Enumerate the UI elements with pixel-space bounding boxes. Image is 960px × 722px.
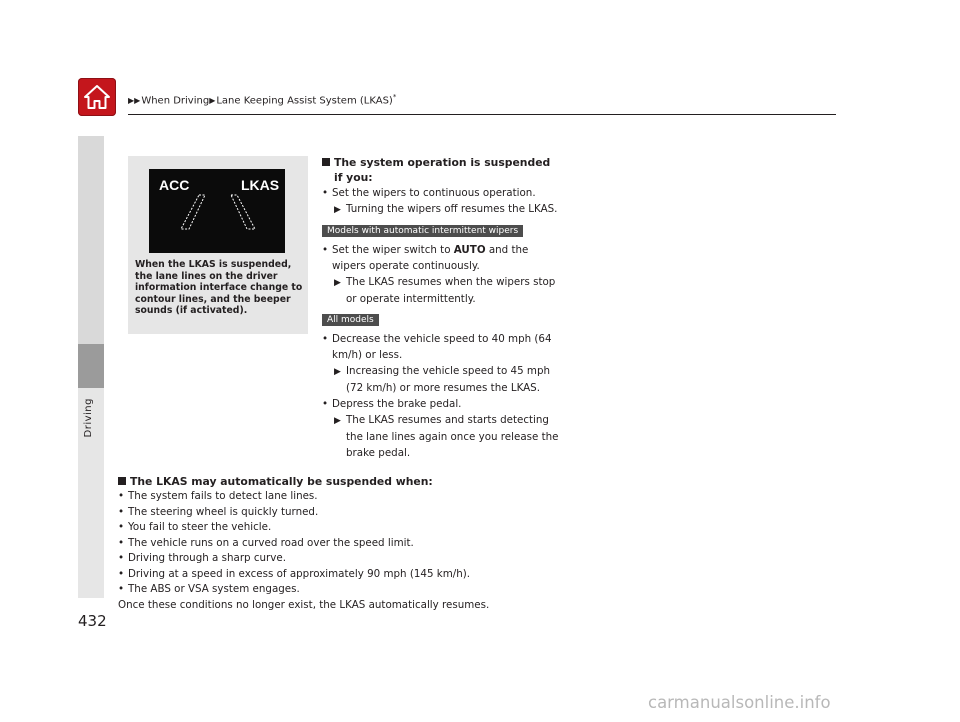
arrow-icon: ▶	[334, 367, 341, 377]
home-icon	[83, 84, 111, 110]
list-item: • Driving through a sharp curve.	[118, 552, 286, 564]
header-divider	[128, 114, 836, 115]
closing-text: Once these conditions no longer exist, the LKAS automatically resumes.	[118, 598, 490, 611]
list-item: • Set the wipers to continuous operation.	[322, 187, 536, 199]
section-title: The system operation is suspended if you:	[322, 155, 562, 185]
list-item: • The vehicle runs on a curved road over the speed limit.	[118, 536, 414, 549]
list-item: • Depress the brake pedal.	[322, 398, 462, 410]
breadcrumb-arrow-icon: ▶▶	[128, 96, 141, 106]
list-item: • The ABS or VSA system engages.	[118, 583, 300, 595]
list-item: • Decrease the vehicle speed to 40 mph (64 km/h) or less.	[322, 333, 552, 361]
watermark: carmanualsonline.info	[648, 693, 831, 712]
arrow-icon: ▶	[334, 416, 341, 426]
section-auto-suspended	[118, 474, 718, 613]
section-title: The LKAS may automatically be suspended when:	[118, 474, 718, 489]
chapter-label: Driving	[83, 398, 94, 438]
image-lkas-label: LKAS	[241, 177, 280, 193]
list-item: • Driving at a speed in excess of approximately 90 mph (145 km/h).	[118, 567, 471, 580]
list-subitem: ▶ Increasing the vehicle speed to 45 mph (72 km/h) or more resumes the LKAS.	[334, 365, 551, 394]
model-tag: Models with automatic intermittent wipers	[322, 225, 523, 237]
home-button[interactable]	[78, 78, 116, 116]
list-subitem: ▶ The LKAS resumes and starts detecting the lane lines again once you release the brake pedal.	[334, 414, 559, 459]
breadcrumb-current: Lane Keeping Assist System (LKAS)	[216, 95, 393, 107]
lane-lines-icon	[181, 195, 255, 229]
list-subitem: ▶ The LKAS resumes when the wipers stop or operate intermittently.	[334, 276, 556, 305]
breadcrumb-arrow-icon: ▶	[209, 96, 216, 106]
breadcrumb-link-when-driving[interactable]: When Driving	[141, 95, 210, 107]
lkas-display-image	[149, 169, 285, 253]
list-subitem: ▶ Turning the wipers off resumes the LKAS.	[322, 201, 562, 218]
list-item: • The system fails to detect lane lines.	[118, 490, 318, 502]
side-tab-active[interactable]	[78, 344, 104, 388]
breadcrumb-footnote-mark: *	[392, 93, 397, 101]
square-bullet-icon	[118, 477, 126, 485]
section-suspended-if	[322, 155, 562, 461]
list-item: • You fail to steer the vehicle.	[118, 521, 272, 533]
list-item: • Set the wiper switch to AUTO and the wipers operate continuously.	[322, 244, 529, 272]
model-tag: All models	[322, 314, 379, 326]
side-tab-top	[78, 136, 104, 344]
arrow-icon: ▶	[334, 278, 341, 288]
square-bullet-icon	[322, 158, 330, 166]
list-item: • The steering wheel is quickly turned.	[118, 505, 319, 518]
page-number: 432	[78, 612, 107, 630]
image-caption: When the LKAS is suspended, the lane lines on the driver information interface change to contour lines, and the beeper sounds (if activated).	[135, 259, 303, 316]
image-acc-label: ACC	[159, 177, 190, 193]
arrow-icon: ▶	[334, 205, 341, 215]
breadcrumb	[128, 93, 396, 106]
